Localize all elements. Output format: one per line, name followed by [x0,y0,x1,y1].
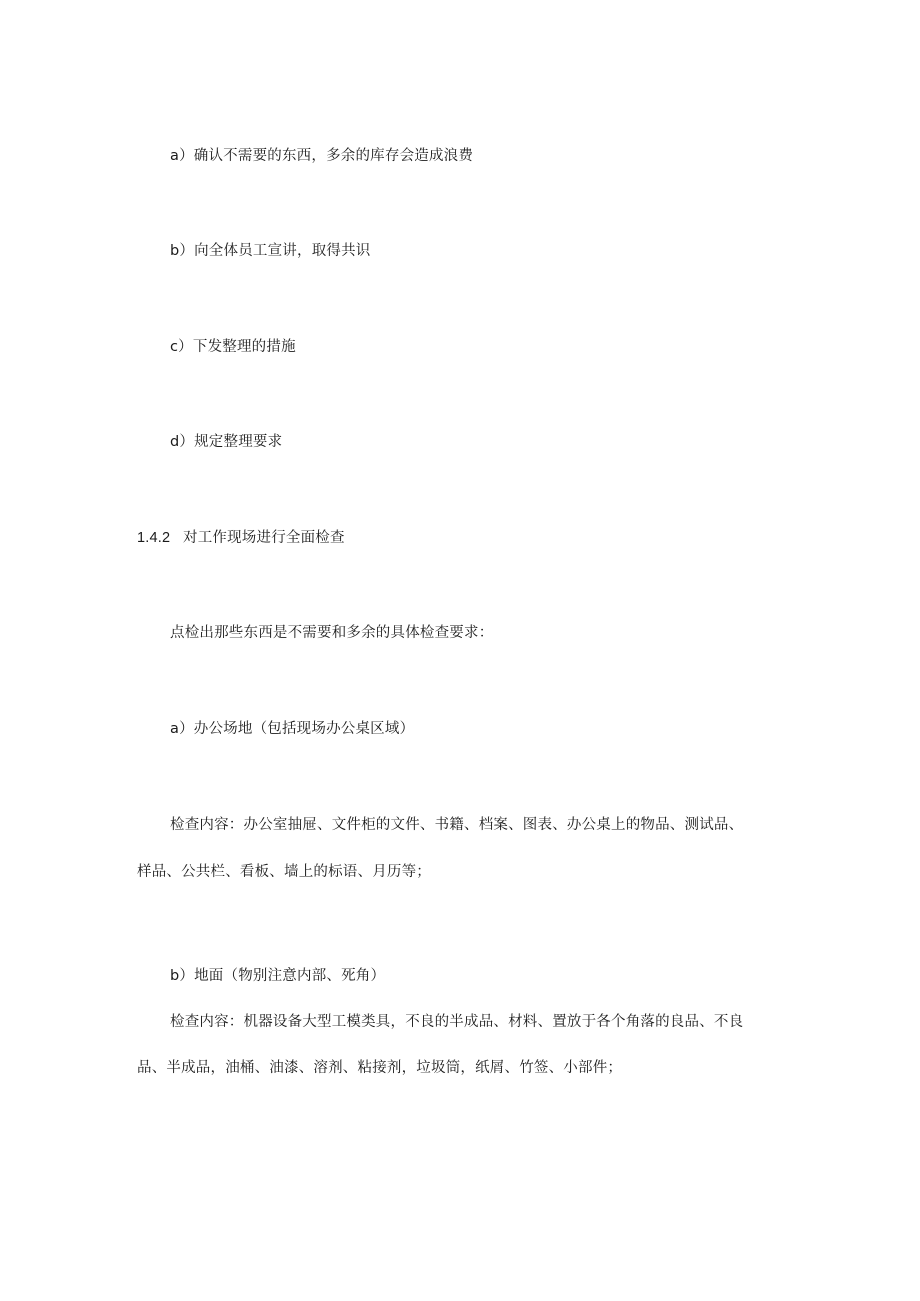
section-title: 对工作现场进行全面检查 [183,530,345,546]
intro-paragraph: 点检出那些东西是不需要和多余的具体检查要求： [170,625,494,641]
section-heading [137,528,345,548]
list-item-d: d）规定整理要求 [170,434,283,450]
item-b-content-line2: 品、半成品，油桶、油漆、溶剂、粘接剂，垃圾筒，纸屑、竹签、小部件； [137,1060,623,1076]
item-b-label: b）地面（物别注意内部、死角） [170,968,386,984]
section-number: 1.4.2 [137,530,171,546]
item-a-content-line1: 检查内容：办公室抽屉、文件柜的文件、书籍、档案、图表、办公桌上的物品、测试品、 [170,817,744,833]
item-a-label: a）办公场地（包括现场办公桌区域） [170,721,415,737]
item-a-content-line2: 样品、公共栏、看板、墙上的标语、月历等； [137,864,431,880]
list-item-c: c）下发整理的措施 [170,339,296,355]
list-item-b: b）向全体员工宣讲，取得共识 [170,243,371,259]
item-b-content-line1: 检查内容：机器设备大型工模类具，不良的半成品、材料、置放于各个角落的良品、不良 [170,1014,744,1030]
list-item-a: a）确认不需要的东西，多余的库存会造成浪费 [170,148,474,164]
